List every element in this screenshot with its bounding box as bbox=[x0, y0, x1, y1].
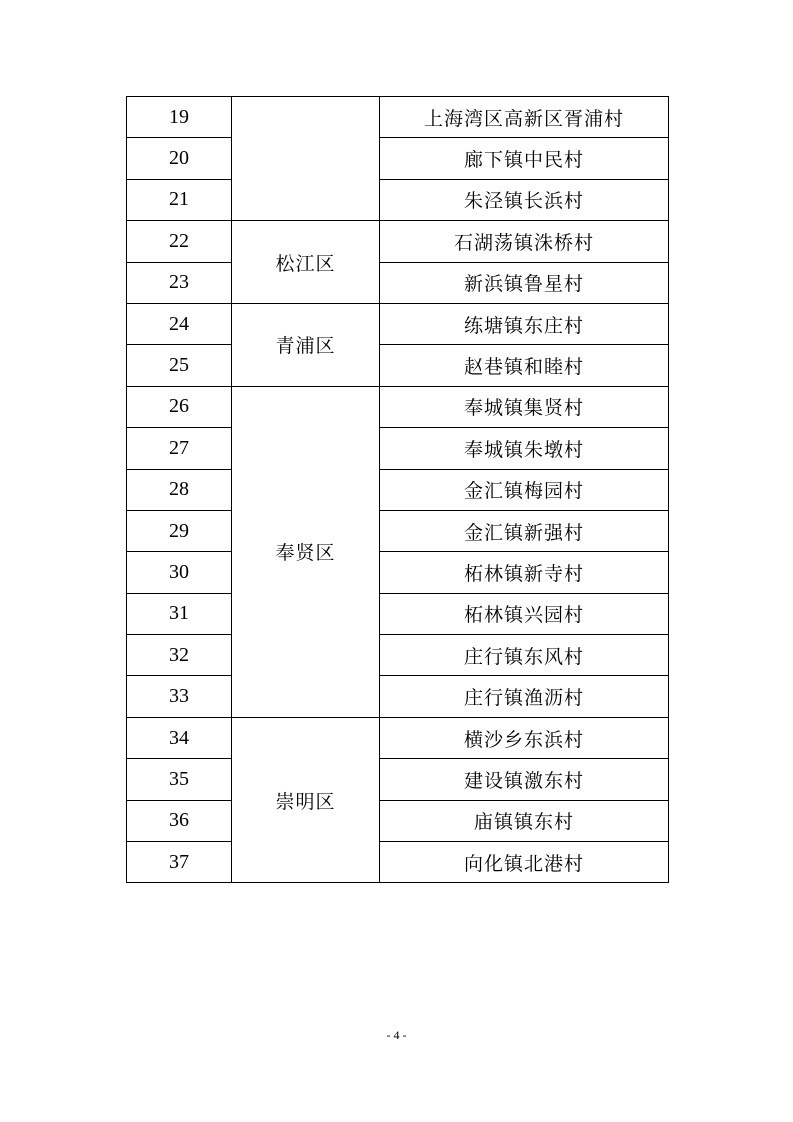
village-cell: 庄行镇东风村 bbox=[380, 635, 669, 676]
row-number-cell: 32 bbox=[127, 635, 232, 676]
district-cell: 崇明区 bbox=[232, 717, 380, 883]
village-cell: 新浜镇鲁星村 bbox=[380, 262, 669, 303]
row-number-cell: 33 bbox=[127, 676, 232, 717]
village-cell: 庙镇镇东村 bbox=[380, 800, 669, 841]
row-number-cell: 20 bbox=[127, 138, 232, 179]
table-row bbox=[127, 428, 669, 469]
row-number-cell: 31 bbox=[127, 593, 232, 634]
district-cell: 松江区 bbox=[232, 221, 380, 304]
village-cell: 建设镇激东村 bbox=[380, 759, 669, 800]
page-number: - 4 - bbox=[386, 1028, 407, 1042]
table-row bbox=[127, 717, 669, 758]
table-row bbox=[127, 221, 669, 262]
table-row bbox=[127, 759, 669, 800]
village-cell: 金汇镇新强村 bbox=[380, 510, 669, 551]
row-number-cell: 26 bbox=[127, 386, 232, 427]
table-row bbox=[127, 345, 669, 386]
table-row bbox=[127, 262, 669, 303]
village-cell: 朱泾镇长浜村 bbox=[380, 179, 669, 220]
row-number-cell: 25 bbox=[127, 345, 232, 386]
village-cell: 赵巷镇和睦村 bbox=[380, 345, 669, 386]
district-cell: 奉贤区 bbox=[232, 386, 380, 717]
table-row bbox=[127, 386, 669, 427]
row-number-cell: 29 bbox=[127, 510, 232, 551]
district-cell: 青浦区 bbox=[232, 303, 380, 386]
table-row bbox=[127, 842, 669, 883]
row-number-cell: 21 bbox=[127, 179, 232, 220]
table-row bbox=[127, 469, 669, 510]
table-row bbox=[127, 179, 669, 220]
table-body bbox=[127, 97, 669, 883]
row-number-cell: 30 bbox=[127, 552, 232, 593]
village-cell: 庄行镇渔沥村 bbox=[380, 676, 669, 717]
row-number-cell: 28 bbox=[127, 469, 232, 510]
row-number-cell: 22 bbox=[127, 221, 232, 262]
village-cell: 横沙乡东浜村 bbox=[380, 717, 669, 758]
table-row bbox=[127, 138, 669, 179]
district-cell bbox=[232, 97, 380, 221]
table-row bbox=[127, 593, 669, 634]
table-row bbox=[127, 552, 669, 593]
row-number-cell: 23 bbox=[127, 262, 232, 303]
table-row bbox=[127, 303, 669, 344]
row-number-cell: 36 bbox=[127, 800, 232, 841]
village-cell: 练塘镇东庄村 bbox=[380, 303, 669, 344]
village-cell: 柘林镇新寺村 bbox=[380, 552, 669, 593]
village-cell: 柘林镇兴园村 bbox=[380, 593, 669, 634]
row-number-cell: 35 bbox=[127, 759, 232, 800]
village-table bbox=[126, 96, 669, 883]
row-number-cell: 37 bbox=[127, 842, 232, 883]
village-cell: 奉城镇朱墩村 bbox=[380, 428, 669, 469]
table-row bbox=[127, 97, 669, 138]
village-cell: 奉城镇集贤村 bbox=[380, 386, 669, 427]
row-number-cell: 19 bbox=[127, 97, 232, 138]
table-row bbox=[127, 510, 669, 551]
village-cell: 上海湾区高新区胥浦村 bbox=[380, 97, 669, 138]
row-number-cell: 27 bbox=[127, 428, 232, 469]
village-cell: 向化镇北港村 bbox=[380, 842, 669, 883]
table-row bbox=[127, 800, 669, 841]
table-row bbox=[127, 635, 669, 676]
village-cell: 金汇镇梅园村 bbox=[380, 469, 669, 510]
row-number-cell: 24 bbox=[127, 303, 232, 344]
village-cell: 石湖荡镇洙桥村 bbox=[380, 221, 669, 262]
table-row bbox=[127, 676, 669, 717]
village-cell: 廊下镇中民村 bbox=[380, 138, 669, 179]
row-number-cell: 34 bbox=[127, 717, 232, 758]
